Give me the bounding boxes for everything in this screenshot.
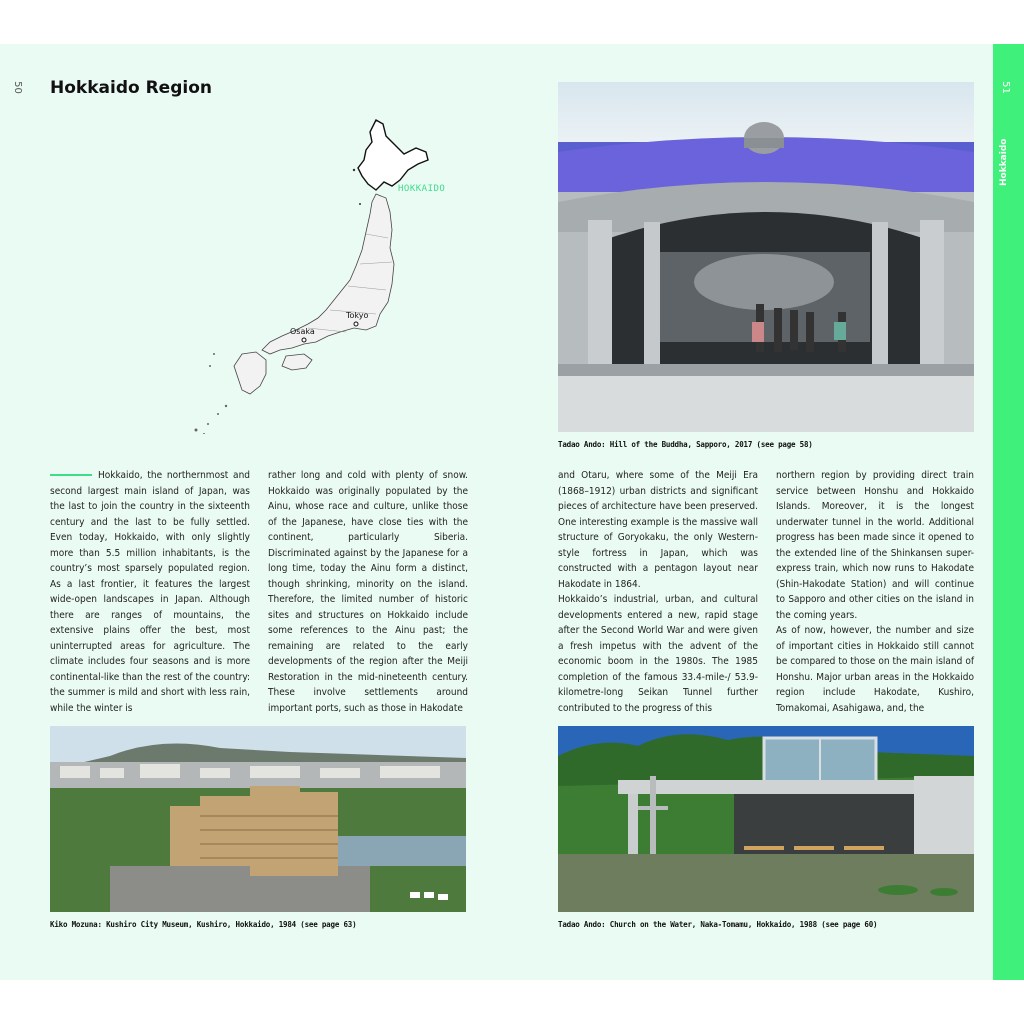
- left-page-number: 50: [11, 81, 23, 94]
- paragraph: Hokkaido, the northernmost and second largest main island of Japan, was the last to join the country in the sixteenth century and the last to be fully settled. Even today, Hokkaido, with only slightly more than 5.5 million inhabitants, is the country’s most sparsely populated region. As a last frontier, it features the largest wide-open landscapes in Japan. Although there are ranges of mountains, the extensive plains offer the best, most uninterrupted areas for agriculture. The climate includes four seasons and is more continental-like than the rest of the country: the summer is mild and short with less rain, while the winter is: [50, 470, 250, 714]
- right-page-number: 51: [999, 81, 1011, 94]
- paragraph: and Otaru, where some of the Meiji Era (1868–1912) urban districts and significant pieces of architecture have been preserved. One interesting example is the massive wall structure of Goryokaku, the only Western-style fortress in Japan, which was constructed with a pentagon layout near Hakodate in 1864.: [558, 470, 758, 590]
- book-spread: [0, 44, 1024, 980]
- accent-line: [50, 474, 92, 476]
- city-label-tokyo: Tokyo: [346, 311, 369, 320]
- caption-church-on-water: Tadao Ando: Church on the Water, Naka-Tomamu, Hokkaido, 1988 (see page 60): [558, 920, 878, 929]
- text-column-4: [776, 468, 974, 716]
- caption-hill-of-buddha: Tadao Ando: Hill of the Buddha, Sapporo, 2017 (see page 58): [558, 440, 813, 449]
- section-tab-label: Hokkaido: [999, 138, 1009, 186]
- page-title: Hokkaido Region: [50, 78, 212, 98]
- japan-map: [180, 114, 460, 434]
- text-column-2: [268, 468, 468, 716]
- photo-church-on-water: [558, 726, 974, 912]
- paragraph: Hokkaido’s industrial, urban, and cultural developments entered a new, rapid stage after the Second World War and were given a fresh impetus with the advent of the economic boom in the 1980s. The 1985 completion of the famous 33.4-mile-/ 53.9-kilometre-long Seikan Tunnel further contributed to the progress of this: [558, 594, 758, 714]
- kyushu-shape: [234, 352, 266, 394]
- shikoku-shape: [282, 354, 312, 370]
- hokkaido-shape: [358, 120, 428, 190]
- photo-hill-of-buddha: [558, 82, 974, 432]
- city-label-osaka: Osaka: [290, 327, 315, 336]
- text-column-3: [558, 468, 758, 716]
- paragraph: rather long and cold with plenty of snow. Hokkaido was originally populated by the Ainu, whose race and culture, unlike those of the Japanese, have close ties with the continent, particularly Siberia. Discriminated against by the Japanese for a long time, today the Ainu form a distinct, though shrinking, minority on the island. Therefore, the limited number of historic sites and structures on Hokkaido include some references to the Ainu past; the remaining are related to the early developments of the region after the Meiji Restoration in the mid-nineteenth century. These involve settlements around important ports, such as those in Hakodate: [268, 470, 468, 714]
- paragraph: northern region by providing direct train service between Honshu and Hokkaido Islands. Moreover, it is the longest underwater tunnel in the world. Additional progress has been made since it opened to the extended line of the Shinkansen super-express train, which now runs to Hakodate (Shin-Hakodate Station) and will continue to Sapporo and other cities on the island in the coming years.: [776, 470, 974, 621]
- paragraph: As of now, however, the number and size of important cities in Hokkaido still cannot be compared to those on the main island of Honshu. Major urban areas in the Hokkaido region include Hakodate, Kushiro, Tomakomai, Asahigawa, and, the: [776, 625, 974, 714]
- caption-kushiro-museum: Kiko Mozuna: Kushiro City Museum, Kushiro, Hokkaido, 1984 (see page 63): [50, 920, 357, 929]
- text-column-1: [50, 468, 250, 716]
- hokkaido-map-label: HOKKAIDO: [398, 184, 446, 194]
- photo-kushiro-museum: [50, 726, 466, 912]
